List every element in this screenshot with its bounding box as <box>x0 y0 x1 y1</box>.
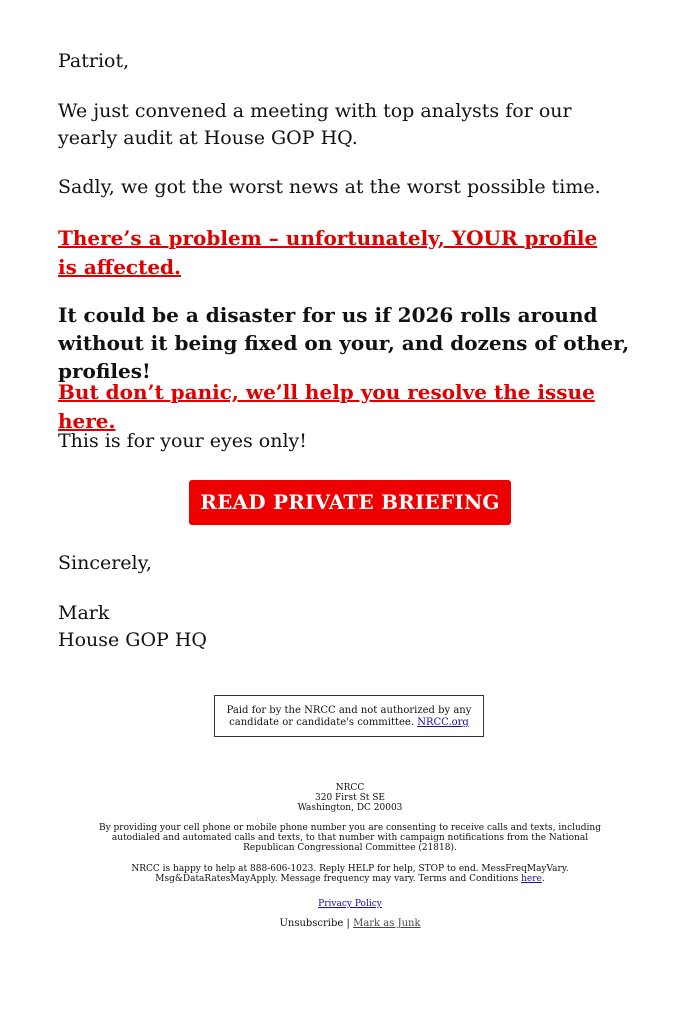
unsubscribe-link[interactable]: Unsubscribe <box>279 918 344 929</box>
footer-consent: By providing your cell phone or mobile phone number you are consenting to receive calls and texts, including autodialed and automated calls and texts, to that number with campaign notifications from the National Republican Congressional Committee (21818). <box>98 823 601 853</box>
terms-link[interactable]: here <box>521 874 542 884</box>
footer-help: NRCC is happy to help at 888-606-1023. Reply HELP for help, STOP to end. MessFreqMayVary. Msg&DataRatesMayApply. Message frequency may vary. Terms and Conditions here. <box>131 864 569 884</box>
cta-container <box>0 480 700 525</box>
eyes-only-paragraph: This is for your eyes only! <box>58 430 307 452</box>
problem-link-paragraph <box>58 224 618 282</box>
problem-link[interactable]: There’s a problem – unfortunately, YOUR profile is affected. <box>58 226 598 279</box>
closing: Sincerely, <box>58 552 152 574</box>
paragraph-bad-news: Sadly, we got the worst news at the worst possible time. <box>58 176 601 198</box>
nrcc-link[interactable]: NRCC.org <box>417 717 469 728</box>
footer-help-text: NRCC is happy to help at 888-606-1023. Reply HELP for help, STOP to end. MessFreqMayVary. Msg&DataRatesMayApply. Message frequency may vary. Terms and Conditions <box>131 864 569 884</box>
footer-org: NRCC <box>335 783 365 793</box>
paragraph-meeting: We just convened a meeting with top analysts for our yearly audit at House GOP HQ. <box>58 100 572 149</box>
footer-help-block <box>0 864 700 884</box>
disaster-paragraph: It could be a disaster for us if 2026 rolls around without it being fixed on your, and dozens of other, profiles! <box>58 303 630 383</box>
signature-name: Mark <box>58 602 110 624</box>
read-briefing-button[interactable]: READ PRIVATE BRIEFING <box>189 480 511 525</box>
footer-separator: | <box>346 918 350 929</box>
greeting: Patriot, <box>58 50 130 72</box>
resolve-link[interactable]: But don’t panic, we’ll help you resolve the issue here. <box>58 380 595 433</box>
privacy-policy-link[interactable]: Privacy Policy <box>318 899 382 909</box>
footer-city: Washington, DC 20003 <box>297 803 403 813</box>
paid-for-disclaimer <box>214 695 484 737</box>
disclaimer-text: Paid for by the NRCC and not authorized by any candidate or candidate's committee. <box>226 705 472 728</box>
footer-address <box>0 783 700 813</box>
mark-as-junk-link[interactable]: Mark as Junk <box>353 918 421 929</box>
signature-org: House GOP HQ <box>58 629 208 651</box>
footer-consent-block <box>0 823 700 853</box>
footer-unsubscribe-row <box>0 919 700 929</box>
footer-street: 320 First St SE <box>315 793 385 803</box>
footer-privacy <box>0 899 700 909</box>
